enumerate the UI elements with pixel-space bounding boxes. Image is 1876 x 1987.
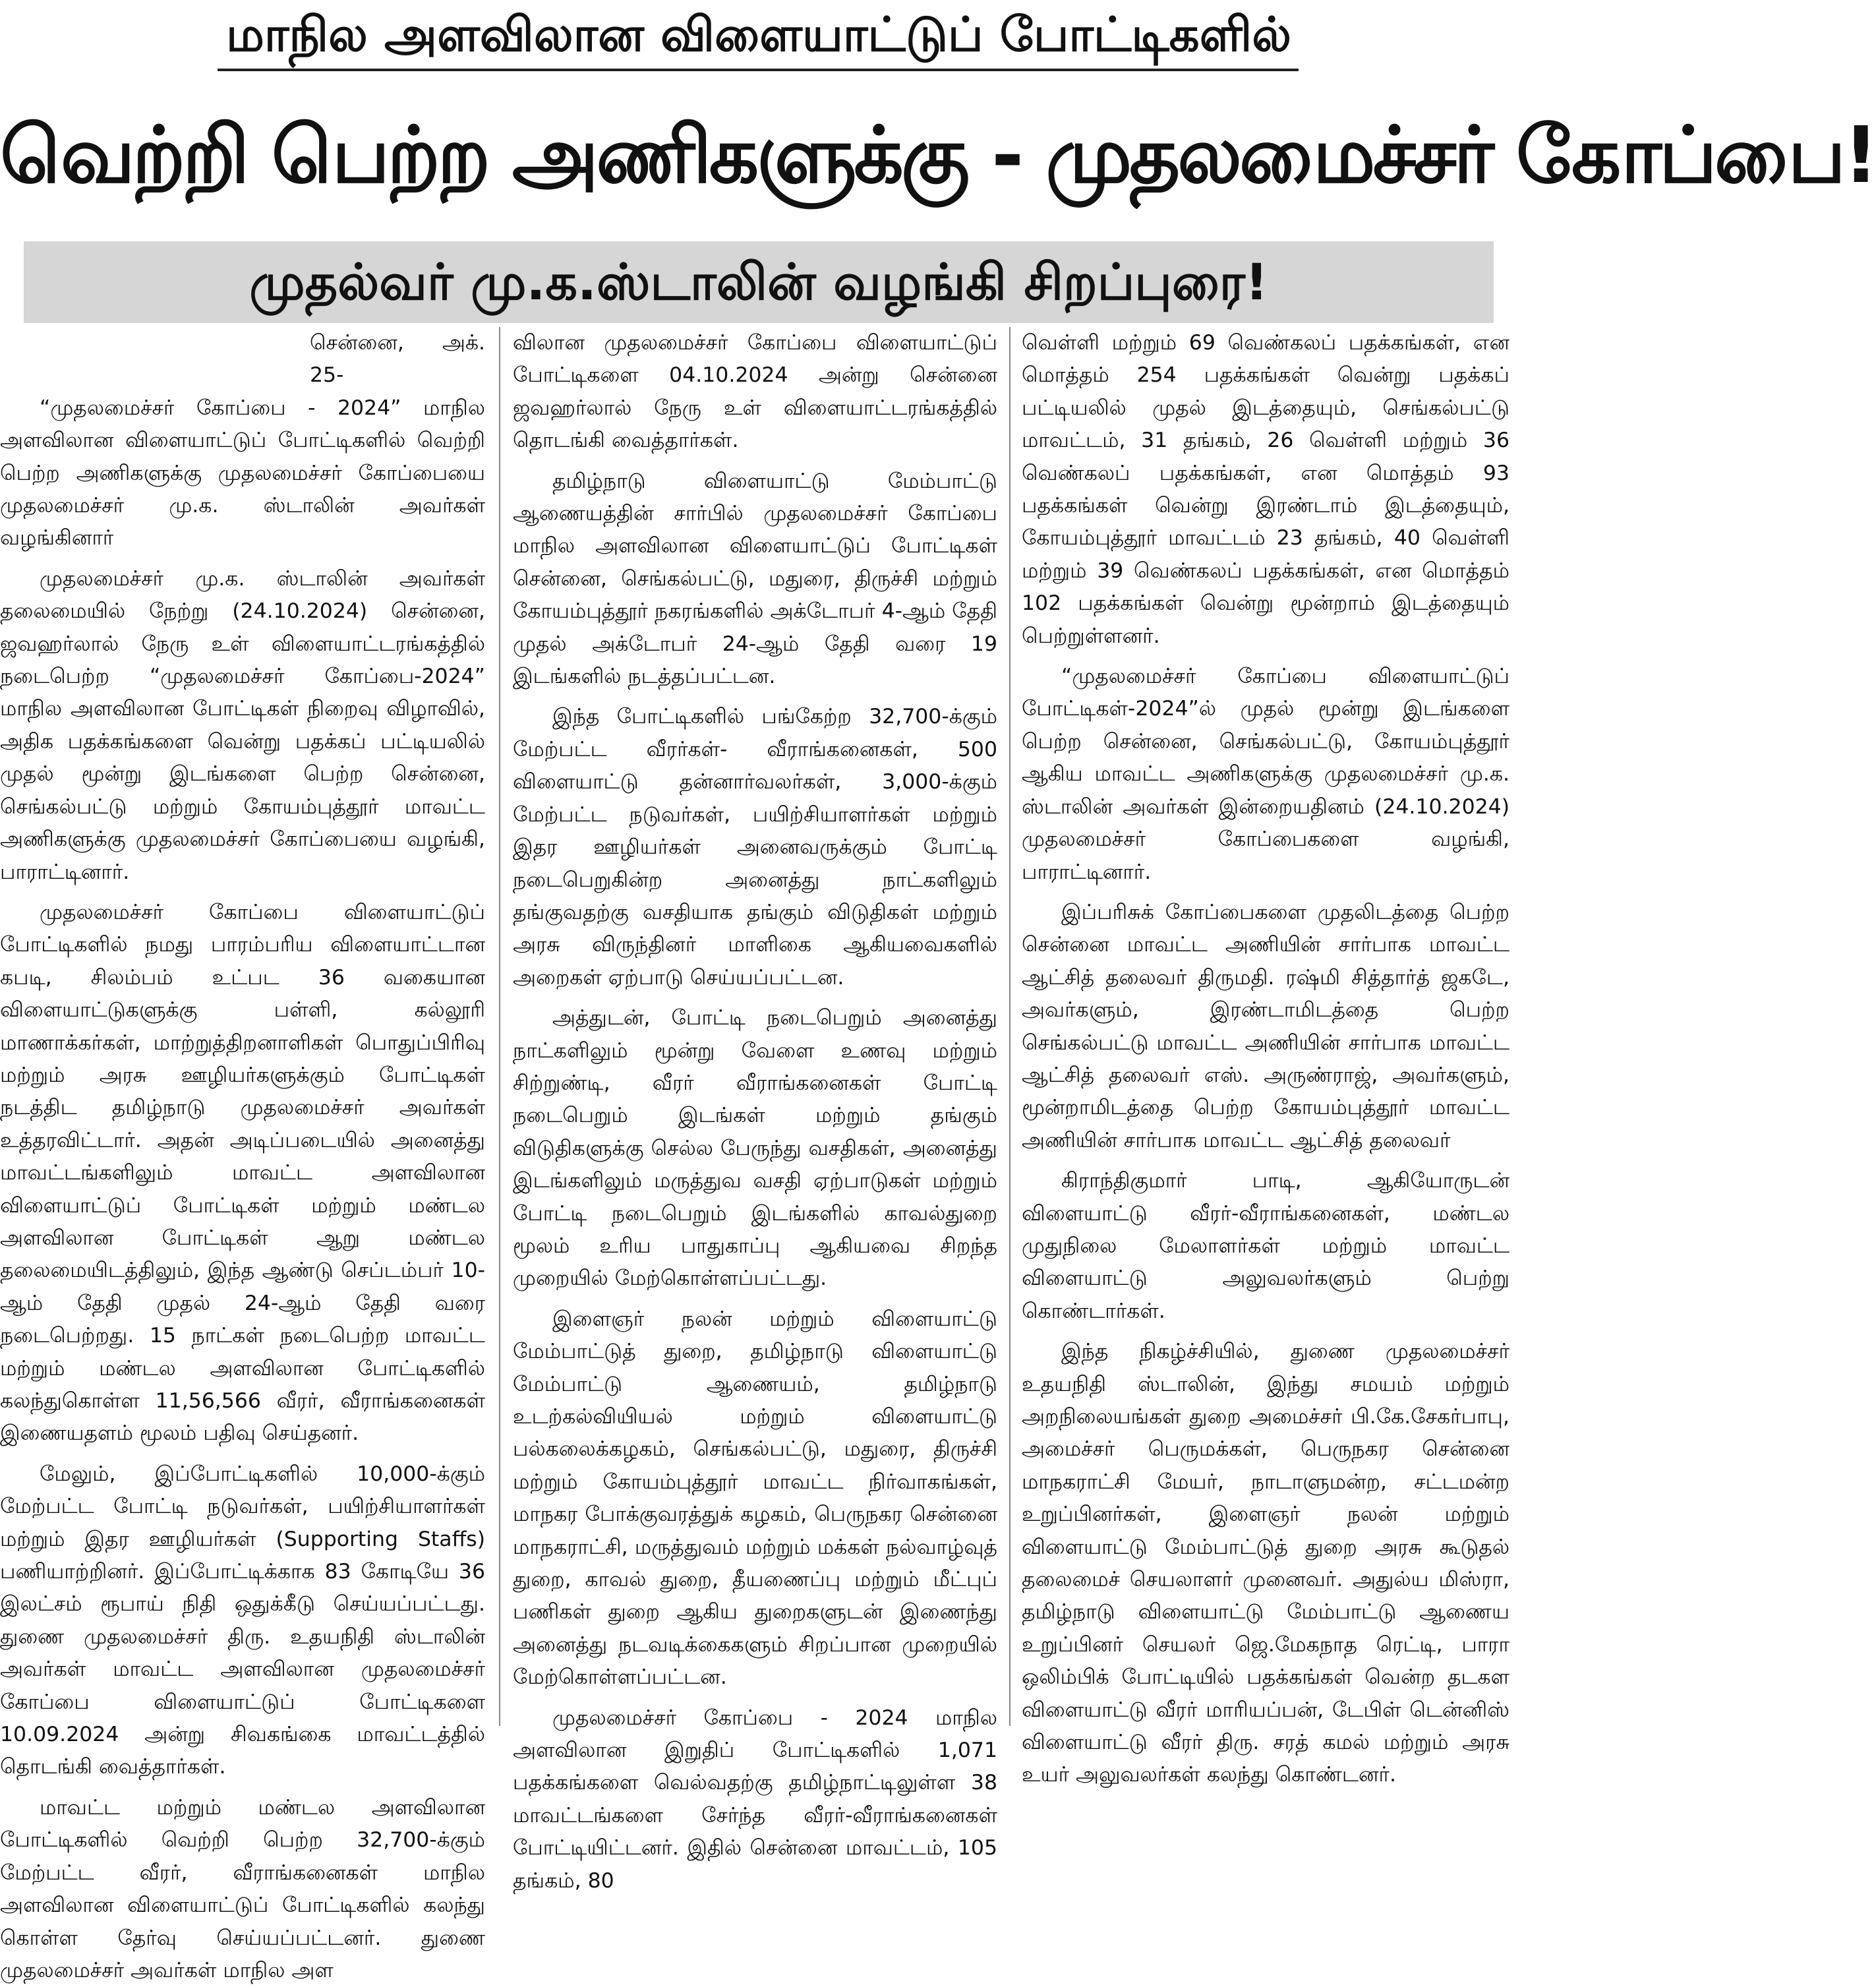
paragraph: வெள்ளி மற்றும் 69 வெண்கலப் பதக்கங்கள், என மொத்தம் 254 பதக்கங்கள் வென்று பதக்கப் பட்டியலில் முதல் இடத்தையும், செங்கல்பட்டு மாவட்டம், 31 தங்கம், 26 வெள்ளி மற்றும் 36 வெண்கலப் பதக்கங்கள், என மொத்தம் 93 பதக்கங்கள் வென்று இரண்டாம் இடத்தையும், கோயம்புத்தூர் மாவட்டம் 23 தங்கம், 40 வெள்ளி மற்றும் 39 வெண்கலப் பதக்கங்கள், என மொத்தம் 102 பதக்கங்கள் வென்று மூன்றாம் இடத்தையும் பெற்றுள்ளனர். bbox=[1022, 331, 1510, 648]
paragraph: இளைஞர் நலன் மற்றும் விளையாட்டு மேம்பாட்டுத் துறை, தமிழ்நாடு விளையாட்டு மேம்பாட்டு ஆணையம், தமிழ்நாடு உடற்கல்வியியல் மற்றும் விளையாட்டு பல்கலைக்கழகம், செங்கல்பட்டு, மதுரை, திருச்சி மற்றும் கோயம்புத்தூர் மாவட்ட நிர்வாகங்கள், மாநகர போக்குவரத்துக் கழகம், பெருநகர சென்னை மாநகராட்சி, மருத்துவம் மற்றும் மக்கள் நல்வாழ்வுத் துறை, காவல் துறை, தீயணைப்பு மற்றும் மீட்புப் பணிகள் துறை ஆகிய துறைகளுடன் இணைந்து அனைத்து நடவடிக்கைகளும் சிறப்பான முறையில் மேற்கொள்ளப்பட்டன. bbox=[513, 1307, 997, 1690]
article-column-1 bbox=[0, 327, 485, 1982]
paragraph: இந்த போட்டிகளில் பங்கேற்ற 32,700-க்கும் மேற்பட்ட வீரர்கள்- வீராங்கனைகள், 500 விளையாட்டு தன்னார்வலர்கள், 3,000-க்கும் மேற்பட்ட நடுவர்கள், பயிற்சியாளர்கள் மற்றும் இதர ஊழியர்கள் அனைவருக்கும் போட்டி நடைபெறுகின்ற அனைத்து நாட்களிலும் தங்குவதற்கு வசதியாக தங்கும் விடுதிகள் மற்றும் அரசு விருந்தினர் மாளிகை ஆகியவைகளில் அறைகள் ஏற்பாடு செய்யப்பட்டன. bbox=[513, 705, 997, 990]
kicker-line: மாநில அளவிலான விளையாட்டுப் போட்டிகளில் bbox=[225, 7, 1292, 62]
paragraph: தமிழ்நாடு விளையாட்டு மேம்பாட்டு ஆணையத்தின் சார்பில் முதலமைச்சர் கோப்பை மாநில அளவிலான விளையாட்டுப் போட்டிகள் சென்னை, செங்கல்பட்டு, மதுரை, திருச்சி மற்றும் கோயம்புத்தூர் நகரங்களில் அக்டோபர் 4-ஆம் தேதி முதல் அக்டோபர் 24-ஆம் தேதி வரை 19 இடங்களில் நடத்தப்பட்டன. bbox=[513, 469, 997, 689]
paragraph: “முதலமைச்சர் கோப்பை - 2024” மாநில அளவிலான விளையாட்டுப் போட்டிகளில் வெற்றி பெற்ற அணிகளுக்கு முதலமைச்சர் கோப்பையை முதலமைச்சர் மு.க. ஸ்டாலின் அவர்கள் வழங்கினார் bbox=[0, 396, 485, 550]
paragraph: மாவட்ட மற்றும் மண்டல அளவிலான போட்டிகளில் வெற்றி பெற்ற 32,700-க்கும் மேற்பட்ட வீரர், வீராங்கனைகள் மாநில அளவிலான விளையாட்டுப் போட்டிகளில் கலந்து கொள்ள தேர்வு செய்யப்பட்டனர். துணை முதலமைச்சர் அவர்கள் மாநில அள bbox=[0, 1795, 485, 1982]
article-column-2 bbox=[513, 327, 997, 1893]
article-body bbox=[0, 327, 1517, 1982]
paragraph: “முதலமைச்சர் கோப்பை விளையாட்டுப் போட்டிகள்-2024”ல் முதல் மூன்று இடங்களை பெற்ற சென்னை, செங்கல்பட்டு, கோயம்புத்தூர் ஆகிய மாவட்ட அணிகளுக்கு முதலமைச்சர் மு.க. ஸ்டாலின் அவர்கள் இன்றையதினம் (24.10.2024) முதலமைச்சர் கோப்பைகளை வழங்கி, பாராட்டினார். bbox=[1022, 665, 1510, 884]
paragraph: முதலமைச்சர் மு.க. ஸ்டாலின் அவர்கள் தலைமையில் நேற்று (24.10.2024) சென்னை, ஜவஹர்லால் நேரு உள் விளையாட்டரங்கத்தில் நடைபெற்ற “முதலமைச்சர் கோப்பை-2024” மாநில அளவிலான போட்டிகள் நிறைவு விழாவில், அதிக பதக்கங்களை வென்று பதக்கப் பட்டியலில் முதல் மூன்று இடங்களை பெற்ற சென்னை, செங்கல்பட்டு மற்றும் கோயம்புத்தூர் மாவட்ட அணிகளுக்கு முதலமைச்சர் கோப்பையை வழங்கி, பாராட்டினார். bbox=[0, 566, 485, 884]
column-divider bbox=[1009, 327, 1011, 1726]
paragraph: விலான முதலமைச்சர் கோப்பை விளையாட்டுப் போட்டிகளை 04.10.2024 அன்று சென்னை ஜவஹர்லால் நேரு உள் விளையாட்டரங்கத்தில் தொடங்கி வைத்தார்கள். bbox=[513, 331, 997, 453]
paragraph: கிராந்திகுமார் பாடி, ஆகியோருடன் விளையாட்டு வீரர்-வீராங்கனைகள், மண்டல முதுநிலை மேலாளர்கள் மற்றும் மாவட்ட விளையாட்டு அலுவலர்களும் பெற்று கொண்டார்கள். bbox=[1022, 1169, 1510, 1323]
paragraph: இப்பரிசுக் கோப்பைகளை முதலிடத்தை பெற்ற சென்னை மாவட்ட அணியின் சார்பாக மாவட்ட ஆட்சித் தலைவர் திருமதி. ரஷ்மி சித்தார்த் ஜகடே, அவர்களும், இரண்டாமிடத்தை பெற்ற செங்கல்பட்டு மாவட்ட அணியின் சார்பாக மாவட்ட ஆட்சித் தலைவர் எஸ். அருண்ராஜ், அவர்களும், மூன்றாமிடத்தை பெற்ற கோயம்புத்தூர் மாவட்ட அணியின் சார்பாக மாவட்ட ஆட்சித் தலைவர் bbox=[1022, 900, 1510, 1152]
paragraph: அத்துடன், போட்டி நடைபெறும் அனைத்து நாட்களிலும் மூன்று வேளை உணவு மற்றும் சிற்றுண்டி, வீரர் வீராங்கனைகள் போட்டி நடைபெறும் இடங்கள் மற்றும் தங்கும் விடுதிகளுக்கு செல்ல பேருந்து வசதிகள், அனைத்து இடங்களிலும் மருத்துவ வசதி ஏற்பாடுகள் மற்றும் போட்டி நடைபெறும் இடங்களில் காவல்துறை மூலம் உரிய பாதுகாப்பு ஆகியவை சிறந்த முறையில் மேற்கொள்ளப்பட்டது. bbox=[513, 1006, 997, 1291]
subhead-banner: முதல்வர் மு.க.ஸ்டாலின் வழங்கி சிறப்புரை! bbox=[24, 241, 1494, 323]
column-divider bbox=[499, 327, 500, 1726]
headline: வெற்றி பெற்ற அணிகளுக்கு - முதலமைச்சர் கோப்பை! bbox=[0, 109, 1876, 200]
dateline: சென்னை, அக். 25- bbox=[310, 331, 485, 388]
paragraph: மேலும், இப்போட்டிகளில் 10,000-க்கும் மேற்பட்ட போட்டி நடுவர்கள், பயிற்சியாளர்கள் மற்றும் இதர ஊழியர்கள் (Supporting Staffs) பணியாற்றினர். இப்போட்டிக்காக 83 கோடியே 36 இலட்சம் ரூபாய் நிதி ஒதுக்கீடு செய்யப்பட்டது. துணை முதலமைச்சர் திரு. உதயநிதி ஸ்டாலின் அவர்கள் மாவட்ட அளவிலான முதலமைச்சர் கோப்பை விளையாட்டுப் போட்டிகளை 10.09.2024 அன்று சிவகங்கை மாவட்டத்தில் தொடங்கி வைத்தார்கள். bbox=[0, 1462, 485, 1779]
kicker-rule bbox=[218, 69, 1299, 71]
paragraph: முதலமைச்சர் கோப்பை விளையாட்டுப் போட்டிகளில் நமது பாரம்பரிய விளையாட்டான கபடி, சிலம்பம் உட்பட 36 வகையான விளையாட்டுகளுக்கு பள்ளி, கல்லூரி மாணாக்கர்கள், மாற்றுத்திறனாளிகள் பொதுப்பிரிவு மற்றும் அரசு ஊழியர்களுக்கும் போட்டிகள் நடத்திட தமிழ்நாடு முதலமைச்சர் அவர்கள் உத்தரவிட்டார். அதன் அடிப்படையில் அனைத்து மாவட்டங்களிலும் மாவட்ட அளவிலான விளையாட்டுப் போட்டிகள் மற்றும் மண்டல அளவிலான போட்டிகள் ஆறு மண்டல தலைமையிடத்திலும், இந்த ஆண்டு செப்டம்பர் 10-ஆம் தேதி முதல் 24-ஆம் தேதி வரை நடைபெற்றது. 15 நாட்கள் நடைபெற்ற மாவட்ட மற்றும் மண்டல அளவிலான போட்டிகளில் கலந்துகொள்ள 11,56,566 வீரர், வீராங்கனைகள் இணையதளம் மூலம் பதிவு செய்தனர். bbox=[0, 900, 485, 1446]
paragraph: இந்த நிகழ்ச்சியில், துணை முதலமைச்சர் உதயநிதி ஸ்டாலின், இந்து சமயம் மற்றும் அறநிலையங்கள் துறை அமைச்சர் பி.கே.சேகர்பாபு, அமைச்சர் பெருமக்கள், பெருநகர சென்னை மாநகராட்சி மேயர், நாடாளுமன்ற, சட்டமன்ற உறுப்பினர்கள், இளைஞர் நலன் மற்றும் விளையாட்டு மேம்பாட்டுத் துறை அரசு கூடுதல் தலைமைச் செயலாளர் முனைவர். அதுல்ய மிஸ்ரா, தமிழ்நாடு விளையாட்டு மேம்பாட்டு ஆணைய உறுப்பினர் செயலர் ஜெ.மேகநாத ரெட்டி, பாரா ஒலிம்பிக் போட்டியில் பதக்கங்கள் வென்ற தடகள விளையாட்டு வீரர் மாரியப்பன், டேபிள் டென்னிஸ் விளையாட்டு வீரர் திரு. சரத் கமல் மற்றும் அரசு உயர் அலுவலர்கள் கலந்து கொண்டனர். bbox=[1022, 1340, 1510, 1787]
article-column-3 bbox=[1022, 327, 1510, 1787]
paragraph: முதலமைச்சர் கோப்பை - 2024 மாநில அளவிலான இறுதிப் போட்டிகளில் 1,071 பதக்கங்களை வெல்வதற்கு தமிழ்நாட்டிலுள்ள 38 மாவட்டங்களை சேர்ந்த வீரர்-வீராங்கனைகள் போட்டியிட்டனர். இதில் சென்னை மாவட்டம், 105 தங்கம், 80 bbox=[513, 1705, 997, 1893]
